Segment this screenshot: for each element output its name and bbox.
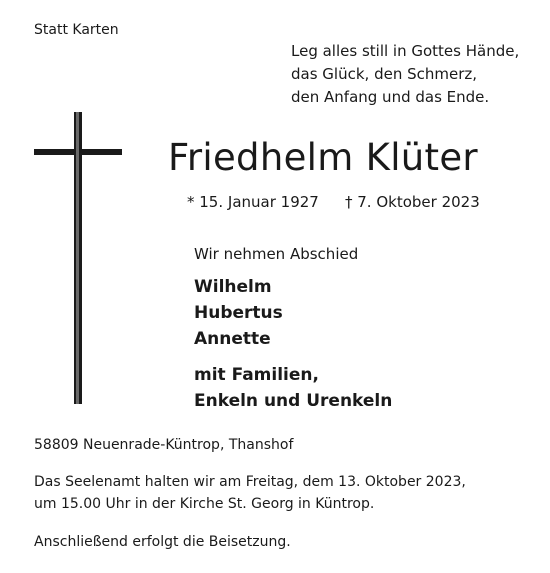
verse-line: Leg alles still in Gottes Hände, [291, 42, 520, 60]
families-line: mit Familien, [194, 365, 319, 385]
death-date: † 7. Oktober 2023 [345, 193, 480, 211]
verse [291, 40, 519, 109]
mourner-name: Annette [194, 329, 271, 349]
verse-line: den Anfang und das Ende. [291, 88, 490, 106]
service-line: um 15.00 Uhr in der Kirche St. Georg in Küntrop. [34, 496, 375, 512]
farewell-text: Wir nehmen Abschied [194, 245, 359, 263]
address-text: 58809 Neuenrade-Küntrop, Thanshof [34, 437, 294, 453]
deceased-name: Friedhelm Klüter [168, 136, 478, 179]
burial-text: Anschließend erfolgt die Beisetzung. [34, 534, 291, 550]
verse-line: das Glück, den Schmerz, [291, 65, 478, 83]
families-list [194, 362, 392, 414]
families-line: Enkeln und Urenkeln [194, 391, 393, 411]
mourner-name: Wilhelm [194, 277, 272, 297]
cross-icon [34, 112, 122, 404]
heading-text: Statt Karten [34, 22, 119, 38]
mourner-name: Hubertus [194, 303, 283, 323]
birth-date: * 15. Januar 1927 [187, 193, 319, 211]
mourners-list [194, 274, 283, 352]
service-text [34, 471, 466, 515]
service-line: Das Seelenamt halten wir am Freitag, dem 13. Oktober 2023, [34, 474, 466, 490]
